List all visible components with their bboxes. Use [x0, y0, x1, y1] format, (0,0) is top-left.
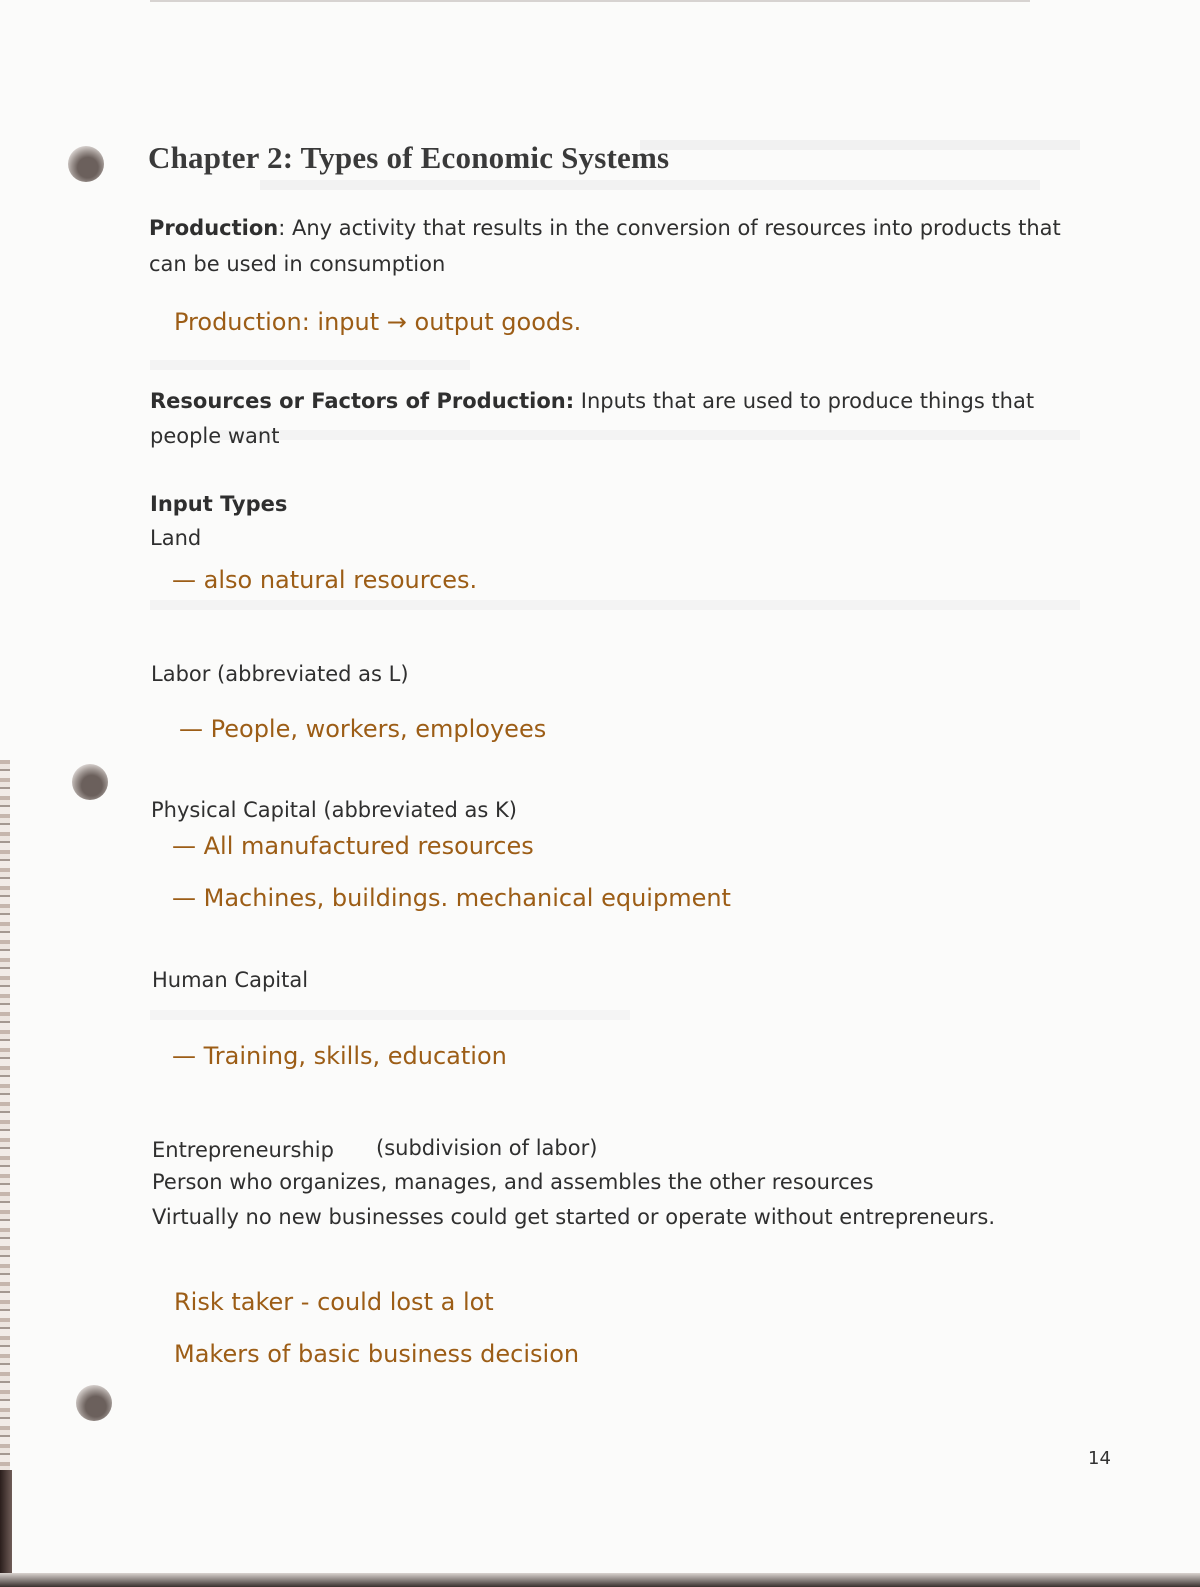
- production-term: Production: [149, 216, 279, 240]
- input-type-land: Land: [150, 526, 202, 550]
- resources-definition-line1: Inputs that are used to produce things that: [574, 389, 1035, 413]
- bottom-edge-shadow: [0, 1573, 1200, 1587]
- input-type-physical-capital: Physical Capital (abbreviated as K): [151, 798, 517, 822]
- handwritten-note-entrepreneurship-1: Risk taker - could lost a lot: [174, 1288, 494, 1316]
- production-definition-line2: can be used in consumption: [149, 252, 446, 276]
- left-edge-strip: [0, 760, 10, 1520]
- production-definition: [149, 216, 1061, 240]
- bleed-through-mark: [150, 600, 1080, 610]
- entrepreneurship-sublabel: (subdivision of labor): [376, 1136, 598, 1160]
- bleed-through-mark: [150, 1010, 630, 1020]
- entrepreneurship-line1: Person who organizes, manages, and assembles the other resources: [152, 1170, 874, 1194]
- punch-hole-top: [68, 146, 104, 182]
- top-edge-line: [150, 0, 1030, 2]
- bleed-through-mark: [260, 180, 1040, 190]
- entrepreneurship-line2: Virtually no new businesses could get started or operate without entrepreneurs.: [152, 1205, 996, 1229]
- production-definition-line1: : Any activity that results in the conversion of resources into products that: [278, 216, 1061, 240]
- resources-definition-line2: people want: [150, 424, 280, 448]
- input-types-heading: Input Types: [150, 492, 288, 516]
- bleed-through-mark: [640, 140, 1080, 150]
- punch-hole-bottom: [76, 1385, 112, 1421]
- handwritten-note-labor: — People, workers, employees: [179, 715, 547, 743]
- handwritten-note-physical-capital-2: — Machines, buildings. mechanical equipment: [172, 884, 731, 912]
- resources-definition: [150, 389, 1034, 413]
- handwritten-note-production: Production: input → output goods.: [174, 308, 582, 336]
- handwritten-note-entrepreneurship-2: Makers of basic business decision: [174, 1340, 580, 1368]
- input-type-labor: Labor (abbreviated as L): [151, 662, 409, 686]
- input-type-entrepreneurship: Entrepreneurship: [152, 1138, 334, 1162]
- punch-hole-middle: [72, 764, 108, 800]
- bleed-through-mark: [150, 360, 470, 370]
- handwritten-note-human-capital: — Training, skills, education: [172, 1042, 507, 1070]
- bleed-through-mark: [220, 430, 1080, 440]
- input-type-human-capital: Human Capital: [152, 968, 309, 992]
- left-edge-shadow: [0, 1470, 12, 1587]
- page-title: Chapter 2: Types of Economic Systems: [148, 140, 670, 175]
- page-number: 14: [1088, 1448, 1111, 1469]
- handwritten-note-land: — also natural resources.: [172, 566, 478, 594]
- handwritten-note-physical-capital-1: — All manufactured resources: [172, 832, 534, 860]
- resources-term: Resources or Factors of Production:: [150, 389, 575, 413]
